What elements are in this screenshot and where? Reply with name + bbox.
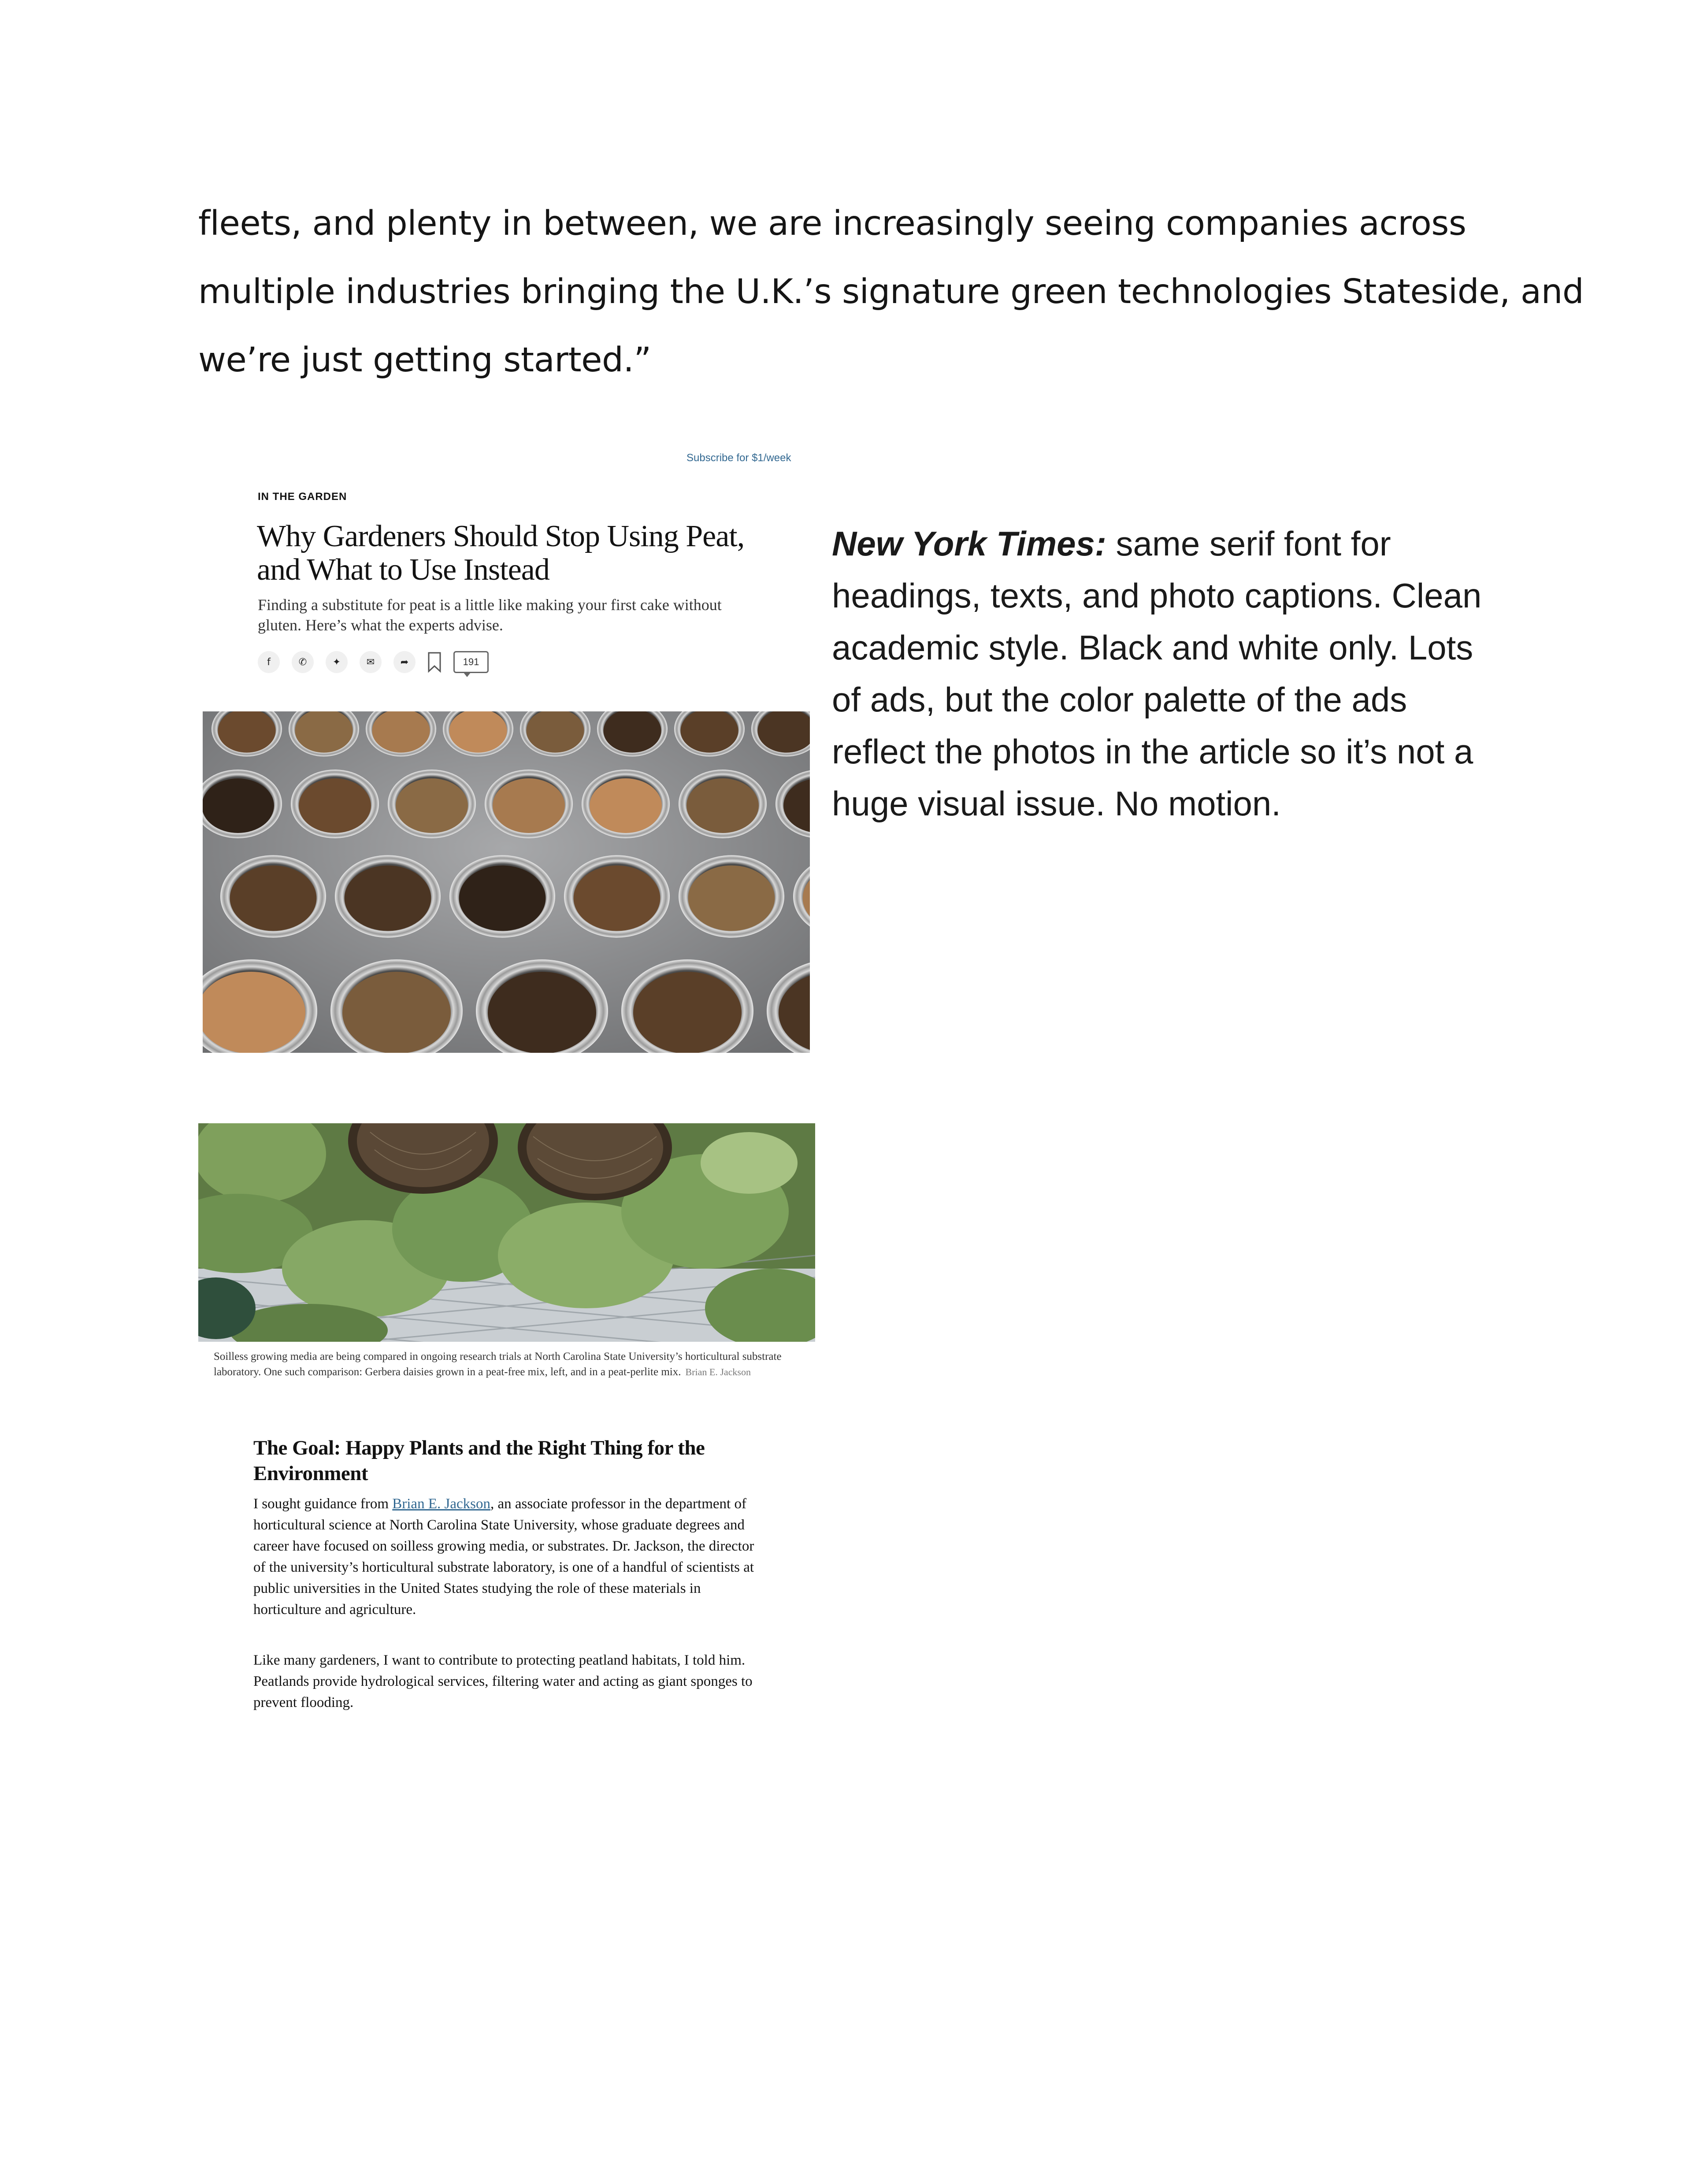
facebook-icon[interactable]: f [258, 651, 280, 673]
intro-paragraph: fleets, and plenty in between, we are increasingly seeing companies across multiple industries bringing the U.K.’s signature green technologies Stateside, and we’re just getting started.” [198, 204, 1584, 380]
article-summary: Finding a substitute for peat is a little like making your first cake without gluten. Here’s what the experts advise. [258, 596, 722, 634]
para1-intro: I sought guidance from [253, 1496, 393, 1512]
article-headline: Why Gardeners Should Stop Using Peat, and What to Use Instead [257, 519, 745, 587]
author-link[interactable]: Brian E. Jackson [392, 1496, 490, 1512]
whatsapp-icon[interactable]: ✆ [292, 651, 314, 673]
growing-media-sample [590, 778, 662, 833]
gerbera-daisies-photo [198, 1123, 815, 1342]
photo-credit: Brian E. Jackson [685, 1366, 751, 1377]
growing-media-sample [633, 972, 742, 1053]
growing-media-sample [493, 778, 565, 833]
comments-button[interactable] [453, 651, 489, 673]
para1-rest: , an associate professor in the department of horticultural science at North Carolina State University, whose graduate degrees and career have focused on soilless growing media, or substrates. Dr. Jackson, the director of the university’s horticultural substrate laboratory, is one of a handful of scientists at public universities in the United States studying the role of these materials in horticulture and agriculture. [253, 1496, 754, 1618]
email-icon[interactable]: ✉ [360, 651, 382, 673]
growing-media-sample [459, 866, 546, 931]
growing-media-sample [574, 866, 660, 931]
growing-media-sample [688, 866, 775, 931]
design-note-text: same serif font for headings, texts, and photo captions. Clean academic style. Black and white only. Lots of ads, but the color palette of the ads reflect the photos in the article so it’s not a huge visual issue. No motion. [832, 524, 1482, 823]
share-icon[interactable]: ➦ [393, 651, 416, 673]
cups-illustration [203, 711, 810, 1053]
design-note-label: New York Times: [832, 524, 1106, 563]
subscribe-link[interactable]: Subscribe for $1/week [686, 452, 791, 464]
growing-media-sample [686, 778, 759, 833]
growing-media-photo [203, 711, 810, 1053]
daisies-illustration [198, 1123, 815, 1342]
photo-caption-text: Soilless growing media are being compared in ongoing research trials at North Carolina State University’s horticultural substrate laboratory. One such comparison: Gerbera daisies grown in a peat-free mix, left, and in a peat-perlite mix. [214, 1351, 782, 1378]
growing-media-sample [342, 972, 451, 1053]
growing-media-sample [396, 778, 468, 833]
twitter-icon[interactable]: ✦ [326, 651, 348, 673]
section-kicker[interactable]: IN THE GARDEN [258, 491, 347, 503]
share-toolbar [258, 650, 489, 674]
article-subheading: The Goal: Happy Plants and the Right Thing for the Environment [253, 1436, 705, 1485]
article-paragraph-2: Like many gardeners, I want to contribute to protecting peatland habitats, I told him. Peatlands provide hydrological services, filtering water and acting as giant sponges to prevent flooding. [253, 1652, 753, 1710]
growing-media-sample [345, 866, 431, 931]
design-note [832, 518, 1502, 829]
growing-media-sample [488, 972, 596, 1053]
growing-media-sample [203, 778, 274, 833]
nyt-article-screenshot [198, 436, 815, 1736]
photo-caption [214, 1349, 804, 1380]
comment-count: 191 [463, 656, 479, 667]
growing-media-sample [299, 778, 371, 833]
bookmark-icon[interactable] [427, 651, 442, 673]
growing-media-sample [230, 866, 317, 931]
article-paragraph-1 [253, 1493, 756, 1620]
